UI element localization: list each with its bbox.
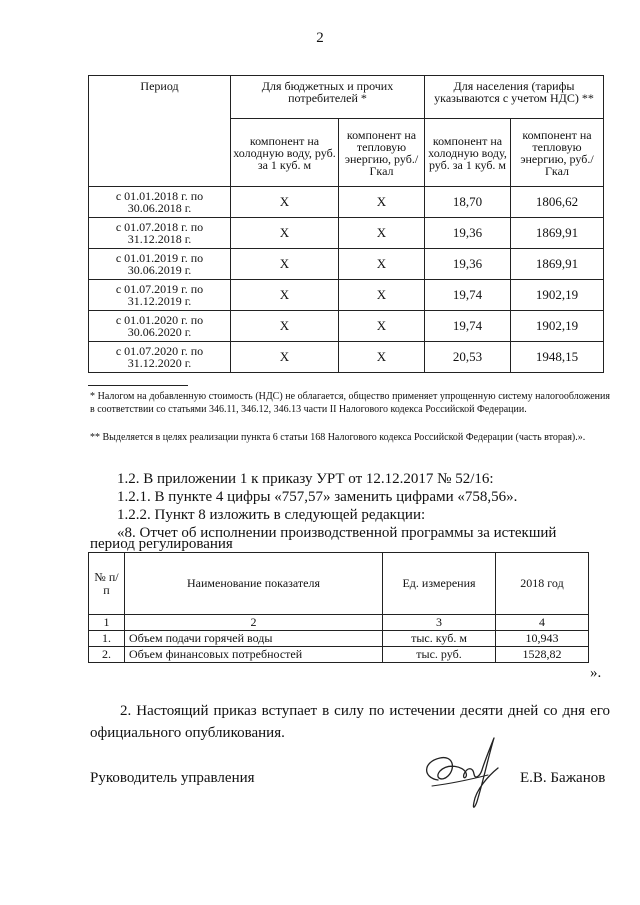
table-row [89,280,604,311]
paragraph-1-2: 1.2. В приложении 1 к приказу УРТ от 12.12.2017 № 52/16: [117,471,494,487]
cold-budget-cell: Х [231,342,339,373]
cold-population-cell: 19,36 [425,218,511,249]
header-year: 2018 год [496,553,589,615]
column-number-3: 3 [383,615,496,631]
subheader-heat-energy-budget: компонент на тепловую энергию, руб./Гкал [339,119,425,187]
table-row [89,249,604,280]
period-cell: с 01.01.2018 г. по 30.06.2018 г. [89,187,231,218]
cold-population-cell: 20,53 [425,342,511,373]
cold-budget-cell: Х [231,249,339,280]
cold-population-cell: 19,36 [425,249,511,280]
heat-budget-cell: Х [339,249,425,280]
footnote-divider [88,385,188,386]
period-cell: с 01.07.2018 г. по 31.12.2018 г. [89,218,231,249]
page-number: 2 [316,30,324,46]
signatory-title: Руководитель управления [90,770,255,786]
cold-population-cell: 18,70 [425,187,511,218]
footnote-allocated: ** Выделяется в целях реализации пункта 6 статьи 168 Налогового кодекса Российской Федерации (часть вторая).». [90,432,586,443]
effective-date-paragraph: 2. Настоящий приказ вступает в силу по истечении десяти дней со дня его официального опубликования. [90,703,610,741]
period-cell: с 01.07.2019 г. по 31.12.2019 г. [89,280,231,311]
header-number: № п/п [89,553,125,615]
value: 1528,82 [496,647,589,663]
column-number-4: 4 [496,615,589,631]
header-indicator-name: Наименование показателя [125,553,383,615]
period-cell: с 01.07.2020 г. по 31.12.2020 г. [89,342,231,373]
cold-budget-cell: Х [231,311,339,342]
signatory-name: Е.В. Бажанов [520,770,606,786]
header-budget-consumers: Для бюджетных и прочих потребителей * [231,76,425,119]
header-period: Период [89,76,231,187]
heat-population-cell: 1902,19 [511,311,604,342]
indicator-name: Объем финансовых потребностей [125,647,383,663]
heat-population-cell: 1902,19 [511,280,604,311]
program-report-table [88,552,589,663]
row-number: 2. [89,647,125,663]
heat-population-cell: 1806,62 [511,187,604,218]
value: 10,943 [496,631,589,647]
handwritten-signature [418,728,513,818]
closing-quote: ». [590,665,602,681]
table-row [89,311,604,342]
subheader-heat-energy-population: компонент на тепловую энергию, руб./Гкал [511,119,604,187]
cold-population-cell: 19,74 [425,311,511,342]
heat-population-cell: 1869,91 [511,218,604,249]
table-row [89,342,604,373]
paragraph-1-2-1: 1.2.1. В пункте 4 цифры «757,57» заменить цифрами «758,56». [117,489,518,505]
heat-budget-cell: Х [339,187,425,218]
cold-budget-cell: Х [231,187,339,218]
tariff-table [88,75,604,373]
subheader-cold-water-budget: компонент на холодную воду, руб. за 1 куб. м [231,119,339,187]
header-unit: Ед. измерения [383,553,496,615]
period-cell: с 01.01.2019 г. по 30.06.2019 г. [89,249,231,280]
heat-budget-cell: Х [339,342,425,373]
paragraph-8-line-1: «8. Отчет об исполнении производственной программы за истекший [117,525,557,541]
heat-population-cell: 1948,15 [511,342,604,373]
cold-budget-cell: Х [231,218,339,249]
table-row [89,647,589,663]
table-row [89,631,589,647]
heat-budget-cell: Х [339,218,425,249]
unit: тыс. куб. м [383,631,496,647]
heat-budget-cell: Х [339,280,425,311]
paragraph-8-line-2: период регулирования [90,536,233,552]
subheader-cold-water-population: компонент на холодную воду, руб. за 1 куб. м [425,119,511,187]
cold-population-cell: 19,74 [425,280,511,311]
column-number-1: 1 [89,615,125,631]
cold-budget-cell: Х [231,280,339,311]
paragraph-1-2-2: 1.2.2. Пункт 8 изложить в следующей редакции: [117,507,426,523]
heat-budget-cell: Х [339,311,425,342]
period-cell: с 01.01.2020 г. по 30.06.2020 г. [89,311,231,342]
unit: тыс. руб. [383,647,496,663]
header-population: Для населения (тарифы указываются с учетом НДС) ** [425,76,604,119]
footnote-vat: * Налогом на добавленную стоимость (НДС) не облагается, общество применяет упрощенную систему налогообложения в соответствии со статьями 346.11, 346.12, 346.13 части II Налогового кодекса Российской Федерации. [90,391,610,415]
table-row [89,218,604,249]
column-number-2: 2 [125,615,383,631]
heat-population-cell: 1869,91 [511,249,604,280]
table-row [89,187,604,218]
row-number: 1. [89,631,125,647]
indicator-name: Объем подачи горячей воды [125,631,383,647]
